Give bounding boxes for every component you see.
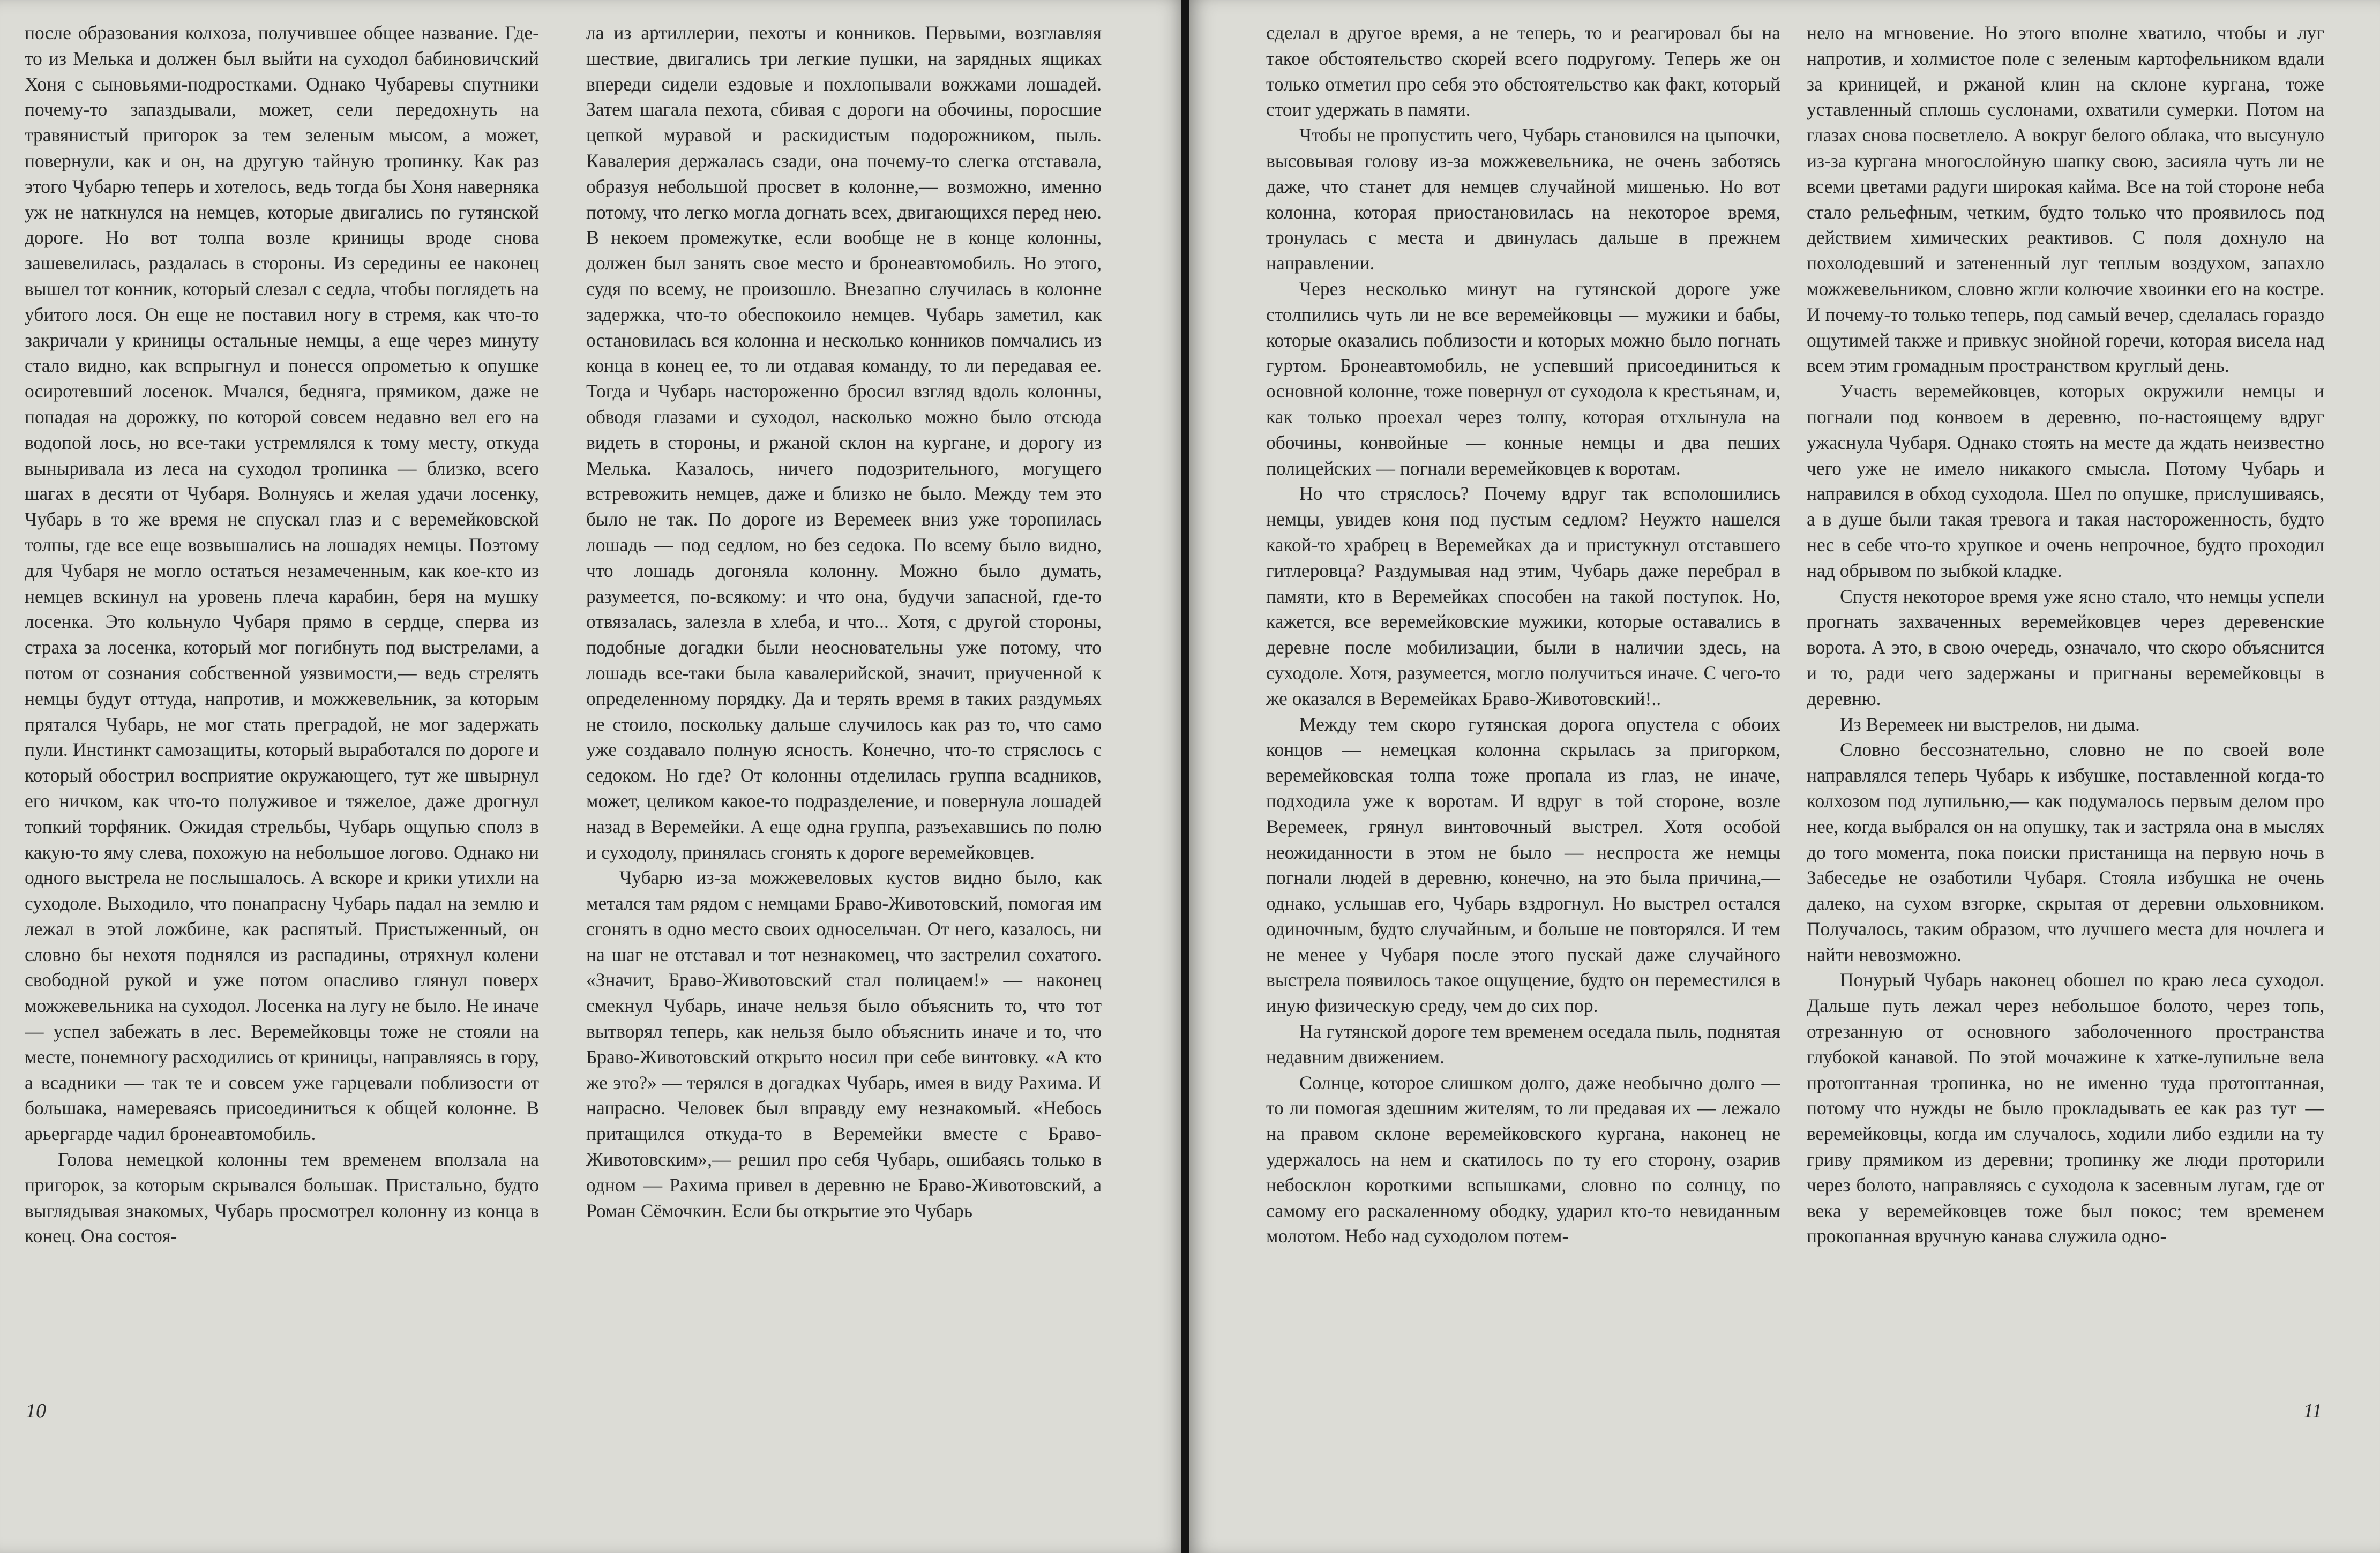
paragraph: Участь веремейковцев, которых окружили немцы и погнали под конвоем в деревню, по-настоящему вдруг ужаснула Чубаря. Однако стоять на месте да ждать неизвестно чего уже не имело никакого смысла. Потому Чубарь и направился в обход суходола. Шел по опушке, прислушиваясь, а в душе были такая тревога и такая настороженность, будто нес в себе что-то хрупкое и очень непрочное, будто проходил над обрывом по зыбкой кладке. — [1807, 380, 2324, 581]
paragraph: Но что стряслось? Почему вдруг так всполошились немцы, увидев коня под пустым седлом? Неужто нашелся какой-то храбрец в Веремейках да и пристукнул отставшего гитлеровца? Раздумывая над этим, Чубарь даже перебрал в памяти, кто в Веремейках способен на такой поступок. Но, кажется, все веремейковские мужики, которые оставались в деревне после мобилизации, были в наличии здесь, на суходоле. Хотя, разумеется, могло получиться иначе. С чего-то же оказался в Веремейках Браво-Животовский!.. — [1266, 483, 1780, 709]
right-page — [1189, 0, 2380, 1553]
paragraph: Из Веремеек ни выстрелов, ни дыма. — [1840, 713, 2140, 735]
paragraph: Спустя некоторое время уже ясно стало, что немцы успели прогнать захваченных веремейковцев через деревенские ворота. А это, в свою очередь, означало, что скоро объяснится и то, ради чего задержаны и пригнаны веремейковцы в деревню. — [1807, 585, 2324, 709]
text-column-right-2 — [1807, 20, 2324, 1392]
paragraph: Словно бессознательно, словно не по своей воле направлялся теперь Чубарь к избушке, поставленной когда-то колхозом под лупильню,— как подумалось первым делом про нее, когда выбрался он на опушку, так и застряла она в мыслях до того момента, пока поиски пристанища на первую ночь в Забеседье не озаботили Чубаря. Стояла избушка не очень далеко, на сухом взгорке, скрытая от деревни ольховником. Получалось, таким образом, что лучшего места для ночлега и найти невозможно. — [1807, 739, 2324, 965]
paragraph: На гутянской дороге тем временем оседала пыль, поднятая недавним движением. — [1266, 1021, 1780, 1068]
left-page — [0, 0, 1185, 1553]
page-number-left: 10 — [26, 1400, 46, 1422]
paragraph: сделал в другое время, а не теперь, то и реагировал бы на такое обстоятельство скорей всего подругому. Теперь же он только отметил про себя это обстоятельство как факт, который стоит удержать в памяти. — [1266, 22, 1780, 121]
paragraph: ла из артиллерии, пехоты и конников. Первыми, возглавляя шествие, двигались три легкие пушки, на зарядных ящиках впереди сидели ездовые и похлопывали вожжами лошадей. Затем шагала пехота, сбивая с дороги на обочины, поросшие цепкой муравой и раскидистым подорожником, пыль. Кавалерия держалась сзади, она почему-то слегка отставала, образуя небольшой просвет в колонне,— возможно, именно потому, что легко могла догнать всех, двигающихся перед нею. В некоем промежутке, если вообще не в конце колонны, должен был занять свое место и бронеавтомобиль. Но этого, судя по всему, не произошло. Внезапно случилась в колонне задержка, что-то обеспокоило немцев. Чубарь заметил, как остановилась вся колонна и несколько конников помчались из конца в конец ее, то ли отдавая команду, то ли передавая ее. Тогда и Чубарь настороженно бросил взгляд вдоль колонны, обводя глазами и суходол, насколько можно было отсюда видеть в стороны, и ржаной склон на кургане, и дорогу из Мелька. Казалось, ничего подозрительного, могущего встревожить немцев, даже и близко не было. Между тем это было не так. По дороге из Веремеек вниз уже торопилась лошадь — под седлом, но без седока. По всему было видно, что лошадь догоняла колонну. Можно было думать, разумеется, по-всякому: и что она, будучи запасной, где-то отвязалась, залезла в хлеба, и что... Хотя, с другой стороны, подобные догадки были неосновательны уже потому, что лошадь все-таки была кавалерийской, значит, приученной к определенному порядку. Да и терять время в таких раздумьях не стоило, поскольку дальше случилось как раз то, что само уже создавало полную ясность. Конечно, что-то стряслось с седоком. Но где? От колонны отделилась группа всадников, может, целиком какое-то подразделение, и повернула лошадей назад в Веремейки. А еще одна группа, разъехавшись по полю и суходолу, принялась сгонять к дороге веремейковцев. — [586, 22, 1102, 863]
paragraph: Чтобы не пропустить чего, Чубарь становился на цыпочки, высовывая голову из-за можжевельника, не очень заботясь даже, что станет для немцев случайной мишенью. Но вот колонна, которая приостановилась на некоторое время, тронулась с места и двинулась дальше в прежнем направлении. — [1266, 124, 1780, 274]
text-column-left-1 — [25, 20, 539, 1392]
paragraph: Между тем скоро гутянская дорога опустела с обоих концов — немецкая колонна скрылась за пригорком, веремейковская толпа тоже пропала из глаз, не иначе, подходила уже к воротам. И вдруг в той стороне, возле Веремеек, грянул винтовочный выстрел. Хотя особой неожиданности в этом не было — неспроста же немцы погнали людей в деревню, конечно, на это была причина,— однако, услышав его, Чубарь вздрогнул. Но выстрел остался одиночным, будто случайным, и больше не повторялся. И тем не менее у Чубаря после этого пускай даже случайного выстрела появилось такое ощущение, будто он переместился в иную физическую среду, чем до сих пор. — [1266, 713, 1780, 1017]
text-column-right-1 — [1266, 20, 1780, 1392]
paragraph: Понурый Чубарь наконец обошел по краю леса суходол. Дальше путь лежал через небольшое болото, через топь, отрезанную от основного заболоченного пространства глубокой канавой. По этой мочажине к хатке-лупильне вела протоптанная тропинка, но не именно туда протоптанная, потому что нужды не было прокладывать ее как раз тут — веремейковцы, когда им случалось, ходили либо ездили на ту гриву прямиком из деревни; тропинку же люди проторили через болото, направляясь с суходола к засевным лугам, где от века у веремейковцев тоже был покос; тем временем прокопанная вручную канава служила одно- — [1807, 969, 2324, 1247]
paragraph: Солнце, которое слишком долго, даже необычно долго — то ли помогая здешним жителям, то ли предавая их — лежало на правом склоне веремейковского кургана, наконец не удержалось на нем и скатилось по ту его сторону, озарив небосклон короткими вспышками, словно по солнцу, по самому его раскаленному ободку, ударил кто-то невиданным молотом. Небо над суходолом потем- — [1266, 1071, 1780, 1247]
paragraph: Голова немецкой колонны тем временем вползала на пригорок, за которым скрывался большак. Пристально, будто выглядывая знакомых, Чубарь просмотрел колонну из конца в конец. Она состоя- — [25, 1149, 539, 1247]
page-number-right: 11 — [2303, 1400, 2322, 1422]
paragraph: нело на мгновение. Но этого вполне хватило, чтобы и луг напротив, и холмистое поле с зеленым картофельником вдали за криницей, и ржаной клин на склоне кургана, тоже уставленный сплошь суслонами, охватили сумерки. Потом на глазах снова посветлело. А вокруг белого облака, что высунуло из-за кургана многослойную шапку свою, засияла чуть ли не всеми цветами радуги широкая кайма. Все на той стороне неба стало рельефным, четким, будто только что проявилось под действием химических реактивов. С поля дохнуло на похолодевший и затененный луг теплым воздухом, запахло можжевельником, словно жгли колючие хвоинки его на костре. И почему-то только теперь, под самый вечер, сделалась гораздо ощутимей также и привкус знойной горечи, которая висела над всем этим громадным пространством круглый день. — [1807, 22, 2324, 377]
text-column-left-2 — [586, 20, 1102, 1392]
paragraph: Чубарю из-за можжевеловых кустов видно было, как метался там рядом с немцами Браво-Животовский, помогая им сгонять в одно место своих односельчан. От него, казалось, ни на шаг не отставал и тот незнакомец, что застрелил сохатого. «Значит, Браво-Животовский стал полицаем!» — наконец смекнул Чубарь, иначе нельзя было объяснить то, что тот вытворял теперь, как нельзя было объяснить иначе и то, что Браво-Животовский открыто носил при себе винтовку. «А кто же это?» — терялся в догадках Чубарь, имея в виду Рахима. И напрасно. Человек был вправду ему незнакомый. «Небось притащился откуда-то в Веремейки вместе с Браво-Животовским»,— решил про себя Чубарь, ошибаясь только в одном — Рахима привел в деревню не Браво-Животовский, а Роман Сёмочкин. Если бы открытие это Чубарь — [586, 867, 1102, 1221]
paragraph: после образования колхоза, получившее общее название. Где-то из Мелька и должен был выйти на суходол бабиновичский Хоня с сыновьями-подростками. Однако Чубаревы спутники почему-то запаздывали, может, сели передохнуть на травянистый пригорок за тем зеленым мысом, а может, повернули, как и он, на другую тайную тропинку. Как раз этого Чубарю теперь и хотелось, ведь тогда бы Хоня наверняка уж не наткнулся на немцев, которые двигались по гутянской дороге. Но вот толпа возле криницы вроде снова зашевелилась, раздалась в стороны. Из середины ее наконец вышел тот конник, который слезал с седла, чтобы поглядеть на убитого лося. Он еще не поставил ногу в стремя, как что-то закричали у криницы остальные немцы, а еще через минуту стало видно, как вспрыгнул и понесся опрометью к опушке осиротевший лосенок. Мчался, бедняга, прямиком, даже не попадая на дорожку, по которой совсем недавно вел его на водопой лось, но все-таки устремлялся к тому месту, откуда выныривала из леса на суходол тропинка — близко, всего шагах в десяти от Чубаря. Волнуясь и желая удачи лосенку, Чубарь в то же время не спускал глаз и с веремейковской толпы, где все еще возвышались на лошадях немцы. Поэтому для Чубаря не могло остаться незамеченным, как кое-кто из немцев вскинул на уровень плеча карабин, беря на мушку лосенка. Это кольнуло Чубаря прямо в сердце, сперва из страха за лосенка, который мог погибнуть под выстрелами, а потом от сознания собственной уязвимости,— ведь стрелять немцы будут оттуда, напротив, и можжевельник, за которым прятался Чубарь, не мог стать преградой, не мог задержать пули. Инстинкт самозащиты, который выработался по дороге и который обострил восприятие окружающего, тут же швырнул его ничком, как что-то полуживое и тяжелое, даже дрогнул топкий торфяник. Ожидая стрельбы, Чубарь ощупью сполз в какую-то яму слева, похожую на небольшое логово. Однако ни одного выстрела не послышалось. А вскоре и крики утихли на суходоле. Выходило, что понапрасну Чубарь падал на землю и лежал в этой ложбине, как распятый. Пристыженный, он словно бы нехотя поднялся из распадины, отряхнул колени свободной рукой и уже потом опасливо глянул поверх можжевельника на суходол. Лосенка на лугу не было. Не иначе — успел забежать в лес. Веремейковцы тоже не стояли на месте, понемногу расходились от криницы, направляясь в гору, а всадники — так те и совсем уже гарцевали поблизости от большака, намереваясь присоединиться к общей колонне. В арьергарде чадил бронеавтомобиль. — [25, 22, 539, 1145]
paragraph: Через несколько минут на гутянской дороге уже столпились чуть ли не все веремейковцы — мужики и бабы, которые оказались поблизости и которых можно было погнать гуртом. Бронеавтомобиль, не успевший присоединиться к основной колонне, тоже повернул от суходола к крестьянам, и, как только проехал через толпу, которая отхлынула на обочины, конвойные — конные немцы и два пеших полицейских — погнали веремейковцев к воротам. — [1266, 277, 1780, 479]
